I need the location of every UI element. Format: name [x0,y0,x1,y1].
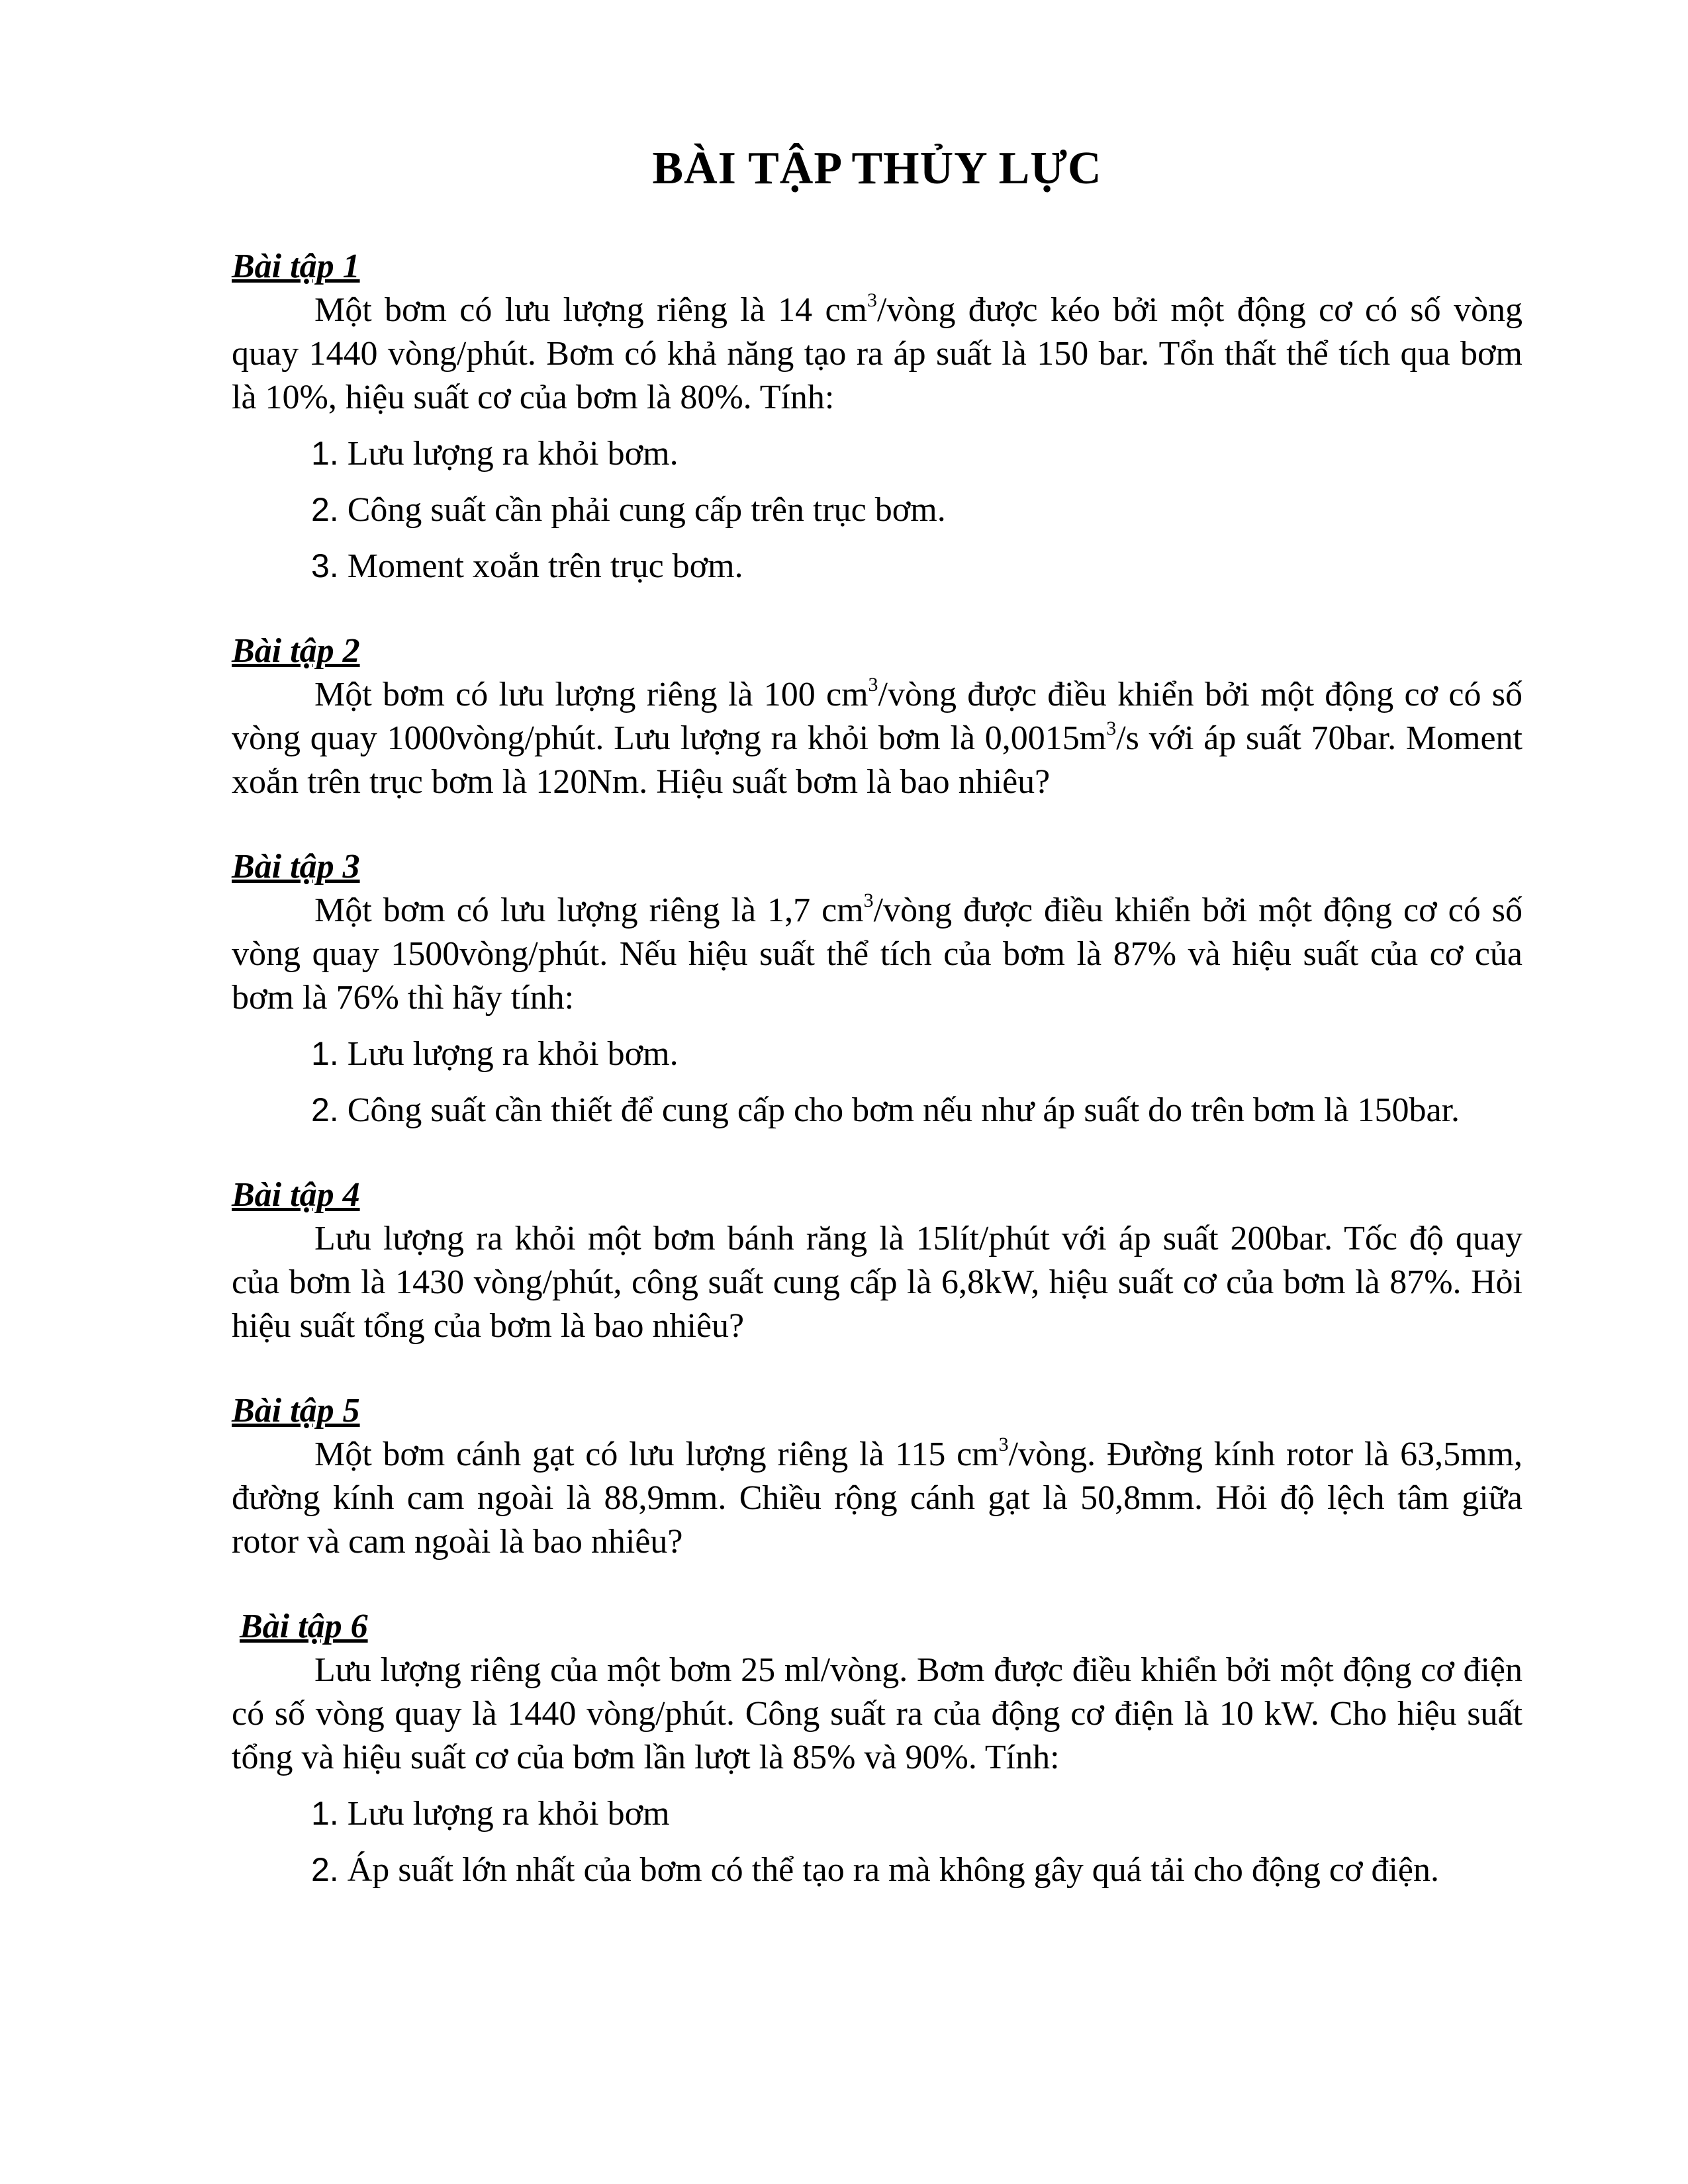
exercise-5 [232,1389,1523,1564]
exercise-heading: Bài tập 4 [232,1176,360,1214]
exercise-heading: Bài tập 3 [232,848,360,886]
exercise-6 [232,1605,1523,1892]
exercise-text: Một bơm có lưu lượng riêng là 100 $cm^3$/vòng được điều khiển bởi một động cơ có số vòng quay 1000vòng/phút. Lưu lượng ra khỏi bơm là $0,0015m^3/s$ với áp suất 70bar. Moment xoắn trên trục bơm là 120Nm. Hiệu suất bơm là bao nhiêu? [232,673,1523,801]
list-item: 2. Công suất cần phải cung cấp trên trục bơm. [311,491,946,529]
document-page [232,139,1523,1933]
exercise-2 [232,629,1523,804]
page-title: BÀI TẬP THỦY LỰC [652,143,1102,194]
exercise-heading: Bài tập 6 [240,1608,368,1645]
exercise-text: Lưu lượng ra khỏi một bơm bánh răng là 15lít/phút với áp suất 200bar. Tốc độ quay của bơm là 1430 vòng/phút, công suất cung cấp là 6,8kW, hiệu suất cơ của bơm là 87%. Hỏi hiệu suất tổng của bơm là bao nhiêu? [232,1220,1523,1345]
list-item: 2. Áp suất lớn nhất của bơm có thể tạo ra mà không gây quá tải cho động cơ điện. [311,1851,1439,1889]
exercise-text: Một bơm cánh gạt có lưu lượng riêng là 115 $cm^3$/vòng. Đường kính rotor là 63,5mm, đường kính cam ngoài là 88,9mm. Chiều rộng cánh gạt là 50,8mm. Hỏi độ lệch tâm giữa rotor và cam ngoài là bao nhiêu? [232,1433,1523,1561]
exercise-heading: Bài tập 2 [232,632,360,670]
exercise-4 [232,1173,1523,1348]
exercise-1 [232,245,1523,588]
exercise-heading: Bài tập 5 [232,1392,360,1430]
exercise-text: Một bơm có lưu lượng riêng là 1,7 $cm^3$/vòng được điều khiển bởi một động cơ có số vòng quay 1500vòng/phút. Nếu hiệu suất thể tích của bơm là 87% và hiệu suất của cơ của bơm là 76% thì hãy tính: [232,889,1523,1017]
list-item: 1. Lưu lượng ra khỏi bơm. [311,1035,679,1073]
exercise-3 [232,845,1523,1132]
exercise-heading: Bài tập 1 [232,248,360,285]
exercise-text: Một bơm có lưu lượng riêng là 14 $cm^3$/vòng được kéo bởi một động cơ có số vòng quay 1440 vòng/phút. Bơm có khả năng tạo ra áp suất là 150 bar. Tổn thất thể tích qua bơm là 10%, hiệu suất cơ của bơm là 80%. Tính: [232,289,1523,416]
list-item: 3. Moment xoắn trên trục bơm. [311,547,743,585]
list-item: 1. Lưu lượng ra khỏi bơm [311,1795,670,1833]
exercise-text: Lưu lượng riêng của một bơm 25 ml/vòng. Bơm được điều khiển bởi một động cơ điện có số vòng quay là 1440 vòng/phút. Công suất ra của động cơ điện là 10 kW. Cho hiệu suất tổng và hiệu suất cơ của bơm lần lượt là 85% và 90%. Tính: [232,1651,1523,1776]
list-item: 2. Công suất cần thiết để cung cấp cho bơm nếu như áp suất do trên bơm là 150bar. [311,1091,1460,1129]
list-item: 1. Lưu lượng ra khỏi bơm. [311,435,679,473]
